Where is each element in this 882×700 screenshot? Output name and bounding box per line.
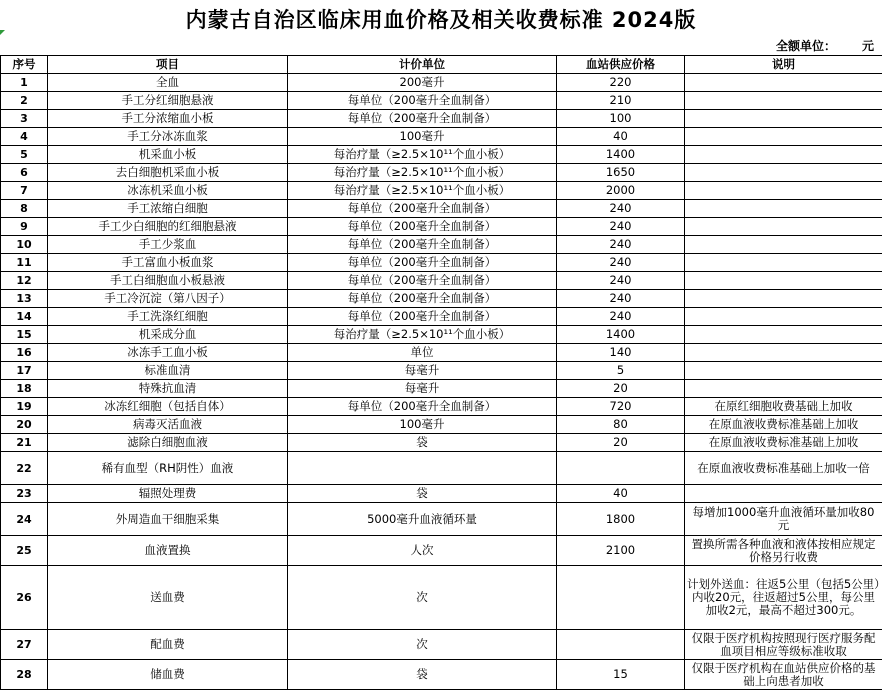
row-note <box>685 92 882 110</box>
row-note: 计划外送血：往返5公里（包括5公里）内收20元，往返超过5公里，每公里加收2元，最高不超过300元。 <box>685 566 882 630</box>
row-unit: 袋 <box>288 660 557 690</box>
row-price: 220 <box>557 74 685 92</box>
table-row <box>1 218 882 236</box>
table-row <box>1 630 882 660</box>
table-row <box>1 74 882 92</box>
row-item: 手工冷沉淀（第八因子） <box>48 290 288 308</box>
table-row <box>1 92 882 110</box>
row-number: 14 <box>1 308 48 326</box>
row-note <box>685 272 882 290</box>
table-row <box>1 485 882 503</box>
row-item: 配血费 <box>48 630 288 660</box>
row-unit: 每单位（200毫升全血制备） <box>288 218 557 236</box>
table-row <box>1 326 882 344</box>
row-note <box>685 485 882 503</box>
currency-unit-value: 元 <box>861 39 874 53</box>
table-row <box>1 200 882 218</box>
row-item: 储血费 <box>48 660 288 690</box>
row-price: 40 <box>557 128 685 146</box>
row-note <box>685 146 882 164</box>
row-price: 210 <box>557 92 685 110</box>
row-item: 手工少白细胞的红细胞悬液 <box>48 218 288 236</box>
row-unit: 每单位（200毫升全血制备） <box>288 272 557 290</box>
row-note <box>685 362 882 380</box>
row-unit: 每治疗量（≥2.5×10¹¹个血小板） <box>288 182 557 200</box>
table-row <box>1 344 882 362</box>
header-note: 说明 <box>685 56 882 74</box>
row-note <box>685 128 882 146</box>
row-item: 滤除白细胞血液 <box>48 434 288 452</box>
row-number: 26 <box>1 566 48 630</box>
row-note <box>685 344 882 362</box>
currency-unit <box>776 37 874 54</box>
row-note: 在原红细胞收费基础上加收 <box>685 398 882 416</box>
row-number: 10 <box>1 236 48 254</box>
row-item: 辐照处理费 <box>48 485 288 503</box>
row-price <box>557 566 685 630</box>
table-row <box>1 452 882 485</box>
row-item: 手工洗涤红细胞 <box>48 308 288 326</box>
row-price: 2100 <box>557 536 685 566</box>
row-number: 9 <box>1 218 48 236</box>
row-item: 手工分冰冻血浆 <box>48 128 288 146</box>
row-number: 28 <box>1 660 48 690</box>
row-price: 20 <box>557 380 685 398</box>
row-note: 仅限于医疗机构按照现行医疗服务配血项目相应等级标准收取 <box>685 630 882 660</box>
row-price: 20 <box>557 434 685 452</box>
row-note <box>685 74 882 92</box>
row-unit: 每治疗量（≥2.5×10¹¹个血小板） <box>288 146 557 164</box>
table-header-row <box>1 56 882 74</box>
row-number: 21 <box>1 434 48 452</box>
row-unit: 每治疗量（≥2.5×10¹¹个血小板） <box>288 326 557 344</box>
row-number: 24 <box>1 503 48 536</box>
row-item: 去白细胞机采血小板 <box>48 164 288 182</box>
table-row <box>1 272 882 290</box>
row-number: 3 <box>1 110 48 128</box>
row-price: 240 <box>557 236 685 254</box>
row-number: 17 <box>1 362 48 380</box>
table-row <box>1 566 882 630</box>
row-item: 标准血清 <box>48 362 288 380</box>
row-unit: 每毫升 <box>288 362 557 380</box>
table-row <box>1 416 882 434</box>
row-item: 手工分浓缩血小板 <box>48 110 288 128</box>
row-unit: 次 <box>288 566 557 630</box>
row-price: 80 <box>557 416 685 434</box>
row-item: 手工白细胞血小板悬液 <box>48 272 288 290</box>
row-unit <box>288 452 557 485</box>
row-unit: 每单位（200毫升全血制备） <box>288 290 557 308</box>
row-item: 病毒灭活血液 <box>48 416 288 434</box>
row-number: 11 <box>1 254 48 272</box>
row-item: 特殊抗血清 <box>48 380 288 398</box>
row-note: 在原血液收费标准基础上加收 <box>685 434 882 452</box>
table-row <box>1 182 882 200</box>
row-unit: 每单位（200毫升全血制备） <box>288 110 557 128</box>
row-item: 机采成分血 <box>48 326 288 344</box>
table-row <box>1 536 882 566</box>
row-price: 40 <box>557 485 685 503</box>
table-row <box>1 380 882 398</box>
row-price: 1400 <box>557 326 685 344</box>
table-row <box>1 254 882 272</box>
row-price: 1650 <box>557 164 685 182</box>
row-price: 100 <box>557 110 685 128</box>
table-row <box>1 146 882 164</box>
row-price <box>557 452 685 485</box>
table-row <box>1 362 882 380</box>
row-number: 23 <box>1 485 48 503</box>
currency-unit-label: 全额单位： <box>775 39 836 53</box>
table-row <box>1 308 882 326</box>
row-price: 5 <box>557 362 685 380</box>
row-item: 机采血小板 <box>48 146 288 164</box>
row-unit: 每单位（200毫升全血制备） <box>288 308 557 326</box>
row-item: 外周造血干细胞采集 <box>48 503 288 536</box>
table-row <box>1 236 882 254</box>
row-unit: 每治疗量（≥2.5×10¹¹个血小板） <box>288 164 557 182</box>
row-number: 18 <box>1 380 48 398</box>
row-number: 12 <box>1 272 48 290</box>
row-item: 血液置换 <box>48 536 288 566</box>
row-price: 240 <box>557 254 685 272</box>
row-note <box>685 182 882 200</box>
row-note <box>685 326 882 344</box>
row-item: 冰冻红细胞（包括自体） <box>48 398 288 416</box>
row-unit: 100毫升 <box>288 128 557 146</box>
row-note <box>685 308 882 326</box>
row-number: 2 <box>1 92 48 110</box>
price-table <box>0 55 882 690</box>
row-note <box>685 254 882 272</box>
row-note <box>685 218 882 236</box>
row-number: 19 <box>1 398 48 416</box>
cell-selection-marker <box>0 30 5 35</box>
row-unit: 单位 <box>288 344 557 362</box>
row-unit: 每单位（200毫升全血制备） <box>288 92 557 110</box>
row-unit: 人次 <box>288 536 557 566</box>
row-number: 16 <box>1 344 48 362</box>
row-note <box>685 164 882 182</box>
row-item: 冰冻机采血小板 <box>48 182 288 200</box>
row-unit: 5000毫升血液循环量 <box>288 503 557 536</box>
row-note <box>685 380 882 398</box>
row-number: 25 <box>1 536 48 566</box>
row-price: 720 <box>557 398 685 416</box>
row-item: 送血费 <box>48 566 288 630</box>
row-unit: 每单位（200毫升全血制备） <box>288 398 557 416</box>
row-price: 1400 <box>557 146 685 164</box>
table-row <box>1 110 882 128</box>
header-item: 项目 <box>48 56 288 74</box>
row-number: 6 <box>1 164 48 182</box>
row-unit: 200毫升 <box>288 74 557 92</box>
row-unit: 每单位（200毫升全血制备） <box>288 254 557 272</box>
page-title: 内蒙古自治区临床用血价格及相关收费标准 2024版 <box>185 8 697 32</box>
row-note <box>685 110 882 128</box>
table-row <box>1 290 882 308</box>
table-row <box>1 434 882 452</box>
table-body <box>1 74 882 690</box>
header-price: 血站供应价格 <box>557 56 685 74</box>
row-price: 240 <box>557 308 685 326</box>
row-note: 仅限于医疗机构在血站供应价格的基础上向患者加收 <box>685 660 882 690</box>
row-number: 13 <box>1 290 48 308</box>
row-price: 240 <box>557 218 685 236</box>
row-number: 20 <box>1 416 48 434</box>
row-number: 5 <box>1 146 48 164</box>
row-number: 15 <box>1 326 48 344</box>
row-price: 240 <box>557 290 685 308</box>
row-unit: 袋 <box>288 434 557 452</box>
row-item: 手工分红细胞悬液 <box>48 92 288 110</box>
row-price: 15 <box>557 660 685 690</box>
row-number: 8 <box>1 200 48 218</box>
row-note <box>685 290 882 308</box>
row-number: 4 <box>1 128 48 146</box>
row-unit: 每单位（200毫升全血制备） <box>288 236 557 254</box>
row-item: 手工浓缩白细胞 <box>48 200 288 218</box>
header-unit: 计价单位 <box>288 56 557 74</box>
row-note <box>685 236 882 254</box>
row-price <box>557 630 685 660</box>
table-row <box>1 398 882 416</box>
row-item: 冰冻手工血小板 <box>48 344 288 362</box>
table-row <box>1 503 882 536</box>
row-unit: 每毫升 <box>288 380 557 398</box>
row-price: 240 <box>557 200 685 218</box>
row-note: 置换所需各种血液和液体按相应规定价格另行收费 <box>685 536 882 566</box>
row-item: 手工富血小板血浆 <box>48 254 288 272</box>
row-note <box>685 200 882 218</box>
row-unit: 100毫升 <box>288 416 557 434</box>
row-item: 手工少浆血 <box>48 236 288 254</box>
row-unit: 次 <box>288 630 557 660</box>
row-item: 全血 <box>48 74 288 92</box>
row-unit: 袋 <box>288 485 557 503</box>
row-number: 7 <box>1 182 48 200</box>
row-number: 1 <box>1 74 48 92</box>
row-price: 140 <box>557 344 685 362</box>
header-no: 序号 <box>1 56 48 74</box>
table-row <box>1 164 882 182</box>
row-note: 在原血液收费标准基础上加收 <box>685 416 882 434</box>
row-price: 240 <box>557 272 685 290</box>
row-note: 在原血液收费标准基础上加收一倍 <box>685 452 882 485</box>
row-item: 稀有血型（RH阴性）血液 <box>48 452 288 485</box>
row-number: 22 <box>1 452 48 485</box>
row-number: 27 <box>1 630 48 660</box>
row-price: 2000 <box>557 182 685 200</box>
row-unit: 每单位（200毫升全血制备） <box>288 200 557 218</box>
table-row <box>1 128 882 146</box>
row-note: 每增加1000毫升血液循环量加收80元 <box>685 503 882 536</box>
row-price: 1800 <box>557 503 685 536</box>
table-row <box>1 660 882 690</box>
